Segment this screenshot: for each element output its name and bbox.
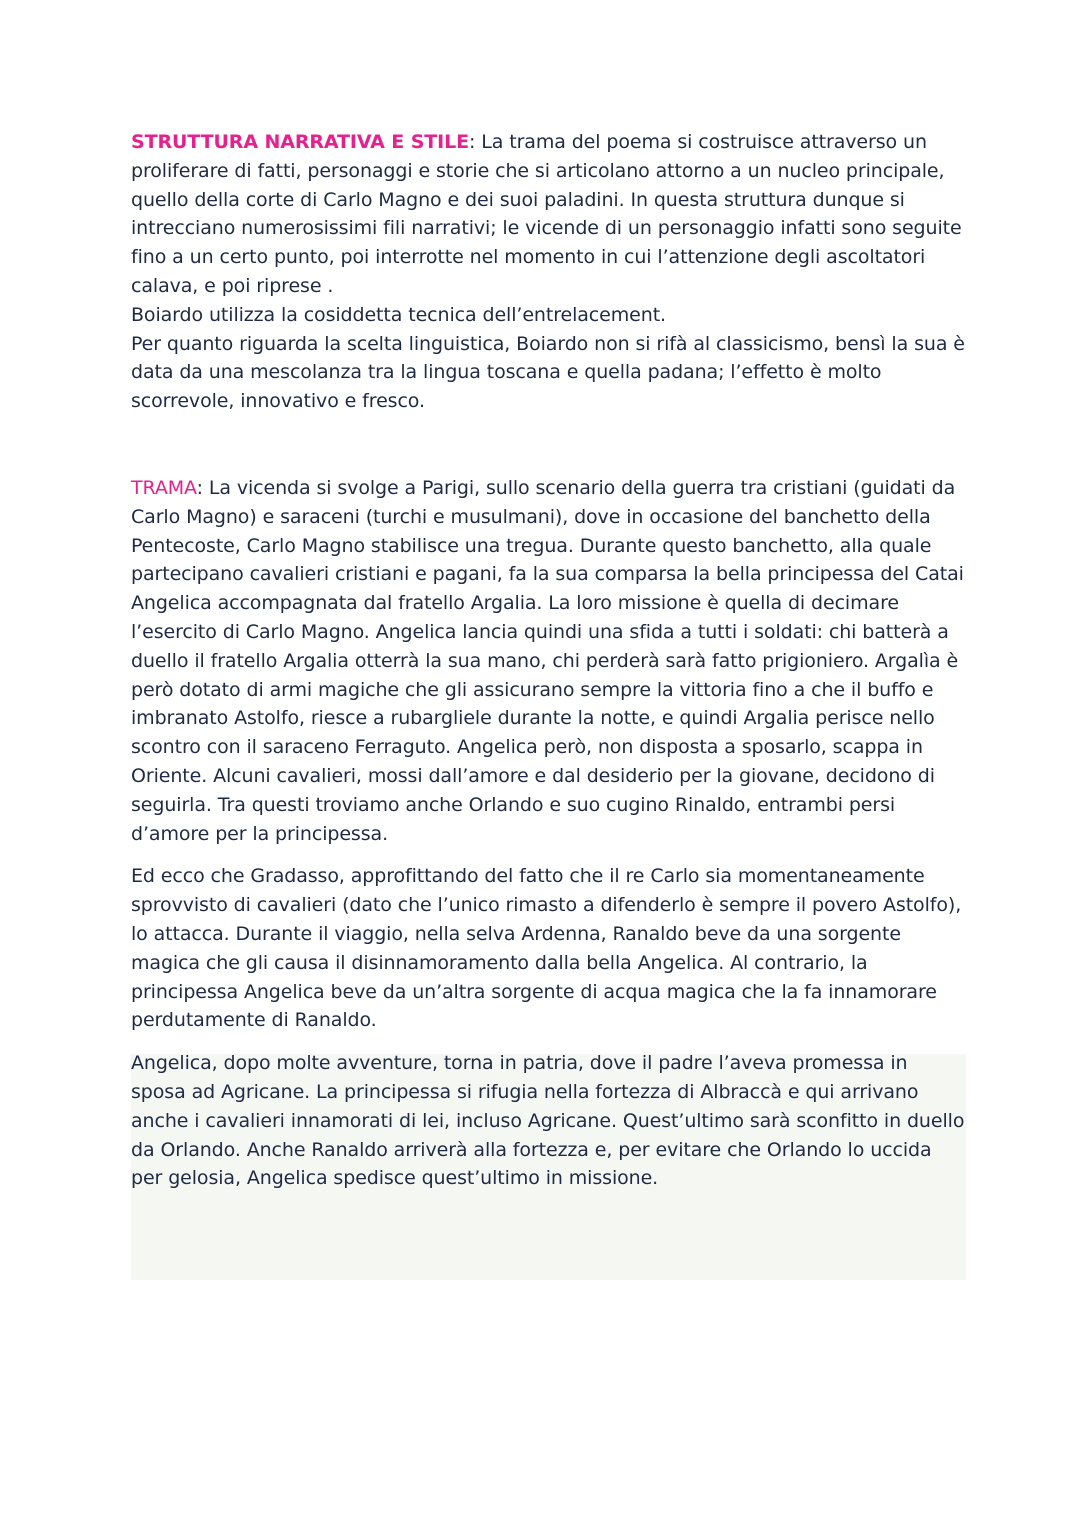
technique-paragraph: Boiardo utilizza la cosiddetta tecnica dell’entrelacement. — [131, 303, 666, 326]
spacer — [131, 1035, 966, 1049]
plot-text: La vicenda si svolge a Parigi, sullo scenario della guerra tra cristiani (guidati da Carlo Magno) e saraceni (turchi e musulmani), dove in occasione del banchetto della Pentecoste, Carlo Magno stabilisce una tregua. Durante questo banchetto, alla quale partecipano cavalieri cristiani e pagani, fa la sua comparsa la bella principessa del Catai Angelica accompagnata dal fratello Argalia. La loro missione è quella di decimare l’esercito di Carlo Magno. Angelica lancia quindi una sfida a tutti i soldati: chi batterà a duello il fratello Argalia otterrà la sua mano, chi perderà sarà fatto prigioniero. Argalìa è però dotato di armi magiche che gli assicurano sempre la vittoria fino a che il buffo e imbranato Astolfo, riesce a rubargliele durante la notte, e quindi Argalia perisce nello scontro con il saraceno Ferraguto. Angelica però, non disposta a sposarlo, scappa in Oriente. Alcuni cavalieri, mossi dall’amore e dal desiderio per la giovane, decidono di seguirla. Tra questi troviamo anche Orlando e suo cugino Rinaldo, entrambi persi d’amore per la principessa. — [131, 476, 964, 845]
angelica-paragraph: Angelica, dopo molte avventure, torna in patria, dove il padre l’aveva promessa in sposa ad Agricane. La principessa si rifugia nella fortezza di Albraccà e qui arrivano anche i cavalieri innamorati di lei, incluso Agricane. Quest’ultimo sarà sconfitto in duello da Orlando. Anche Ranaldo arriverà alla fortezza e, per evitare che Orlando lo uccida per gelosia, Angelica spedisce quest’ultimo in missione. — [131, 1052, 965, 1190]
structure-paragraph — [131, 128, 966, 301]
section-heading-structure: STRUTTURA NARRATIVA E STILE — [131, 131, 469, 153]
language-paragraph: Per quanto riguarda la scelta linguistica, Boiardo non si rifà al classicismo, bensì la sua è data da una mescolanza tra la lingua toscana e quella padana; l’effetto è molto scorrevole, innovativo e fresco. — [131, 332, 965, 413]
heading-separator: : — [469, 131, 476, 153]
section-heading-plot: TRAMA — [131, 476, 197, 499]
document-content — [131, 128, 966, 1193]
spacer — [131, 416, 966, 474]
gradasso-paragraph: Ed ecco che Gradasso, approfittando del fatto che il re Carlo sia momentaneamente sprovvisto di cavalieri (dato che l’unico rimasto a difenderlo è sempre il povero Astolfo), lo attacca. Durante il viaggio, nella selva Ardenna, Ranaldo beve da una sorgente magica che gli causa il disinnamoramento dalla bella Angelica. Al contrario, la principessa Angelica beve da un’altra sorgente di acqua magica che la fa innamorare perdutamente di Ranaldo. — [131, 865, 962, 1032]
plot-paragraph — [131, 474, 966, 848]
heading-separator: : — [196, 476, 203, 499]
structure-text: La trama del poema si costruisce attraverso un proliferare di fatti, personaggi e storie che si articolano attorno a un nucleo principale, quello della corte di Carlo Magno e dei suoi paladini. In questa struttura dunque si intrecciano numerosissimi fili narrativi; le vicende di un personaggio infatti sono seguite fino a un certo punto, poi interrotte nel momento in cui l’attenzione degli ascoltatori calava, e poi riprese . — [131, 131, 962, 297]
spacer — [131, 848, 966, 862]
